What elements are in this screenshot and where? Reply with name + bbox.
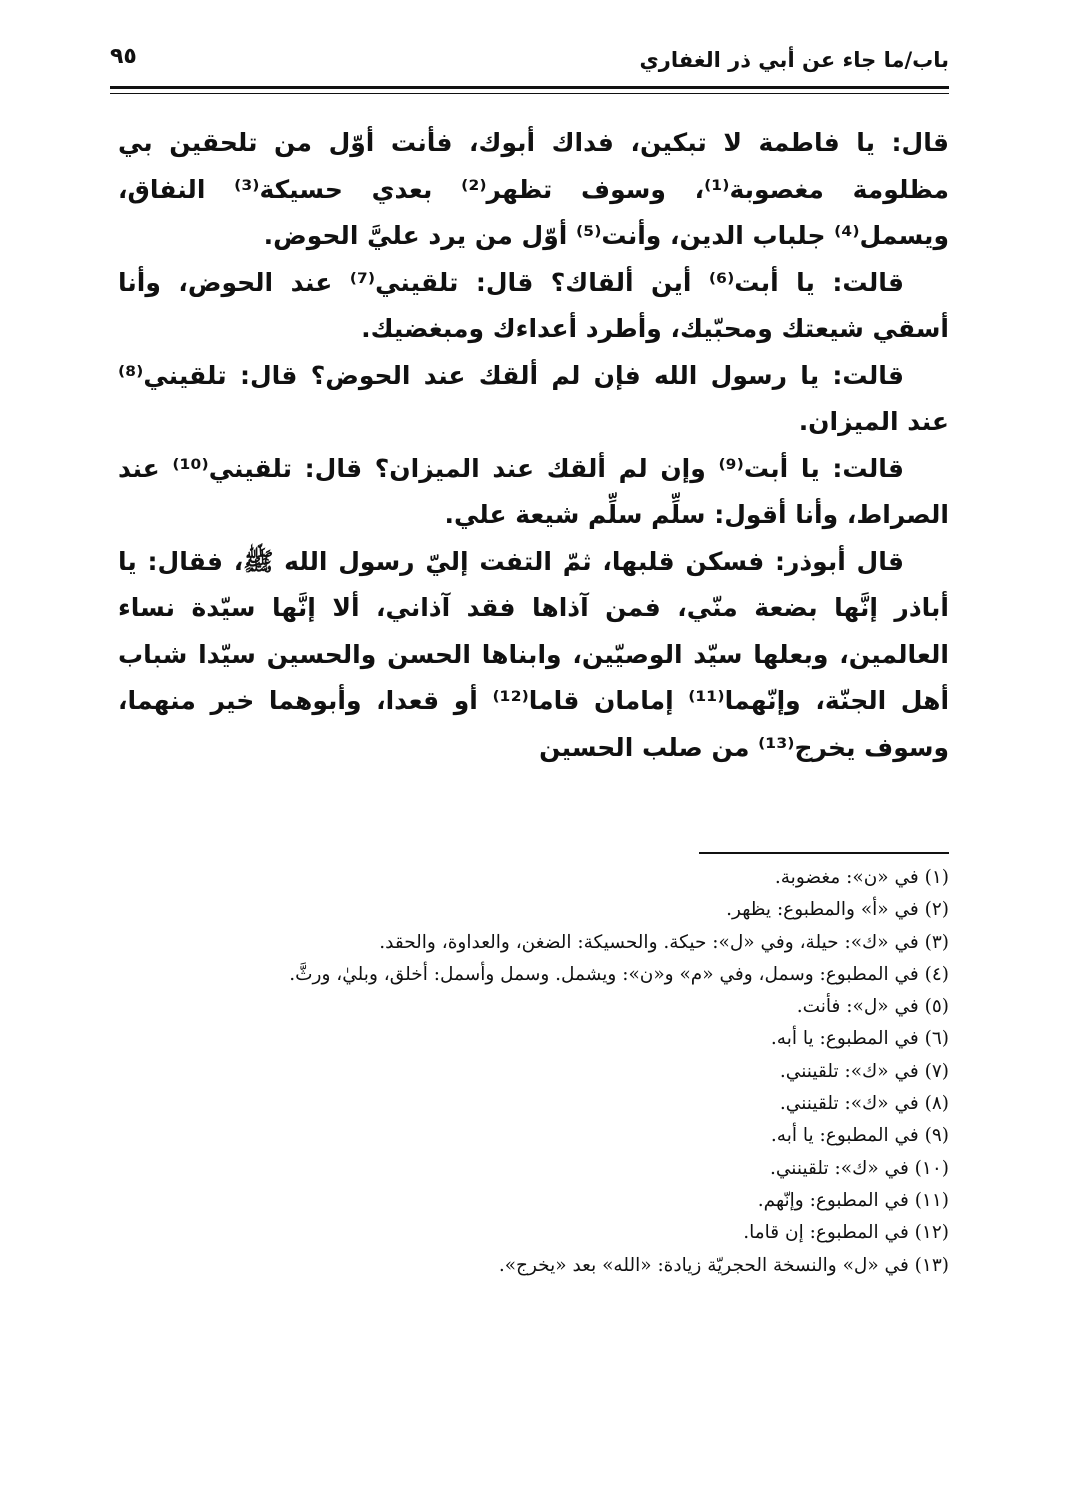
- footnote: (٢) في «أ» والمطبوع: يظهر.: [726, 899, 949, 921]
- running-title: باب/ما جاء عن أبي ذر الغفاري: [639, 48, 949, 72]
- footnote: (٦) في المطبوع: يا أبه.: [770, 1028, 949, 1050]
- header-rule-thin: [110, 93, 949, 94]
- footnote: (٧) في «ك»: تلقينني.: [779, 1060, 949, 1082]
- footnote: (١) في «ن»: مغضوبة.: [774, 867, 949, 888]
- footnotes: [118, 862, 949, 1282]
- footnote: (٤) في المطبوع: وسمل، وفي «م» و«ن»: ويشمل. وسمل وأسمل: أخلق، وبليٰ، ورثَّ.: [289, 963, 949, 985]
- footnote: (١٠) في «ك»: تلقينني.: [769, 1157, 949, 1179]
- page-header: [110, 38, 949, 86]
- footnote: (٣) في «ك»: حيلة، وفي «ل»: حيكة. والحسيكة: الضغن، والعداوة، والحقد.: [379, 931, 949, 953]
- paragraph: قال: يا فاطمة لا تبكين، فداك أبوك، فأنت أوّل من تلحقين بي مظلومة مغصوبة⁽¹⁾، وسوف تظهر⁽²⁾ بعدي حسيكة⁽³⁾ النفاق، ويسمل⁽⁴⁾ جلباب الدين، وأنت⁽⁵⁾ أوّل من يرد عليَّ الحوض.: [118, 128, 949, 250]
- footnote: (١٢) في المطبوع: إن قاما.: [743, 1222, 949, 1244]
- footnote: (٥) في «ل»: فأنت.: [796, 996, 949, 1018]
- footnote-separator: [699, 852, 949, 854]
- header-rule-thick: [110, 86, 949, 89]
- footnote: (٩) في المطبوع: يا أبه.: [770, 1125, 949, 1147]
- paragraph: قالت: يا رسول الله فإن لم ألقك عند الحوض؟ قال: تلقيني⁽⁸⁾ عند الميزان.: [118, 360, 949, 436]
- footnote: (١٣) في «ل» والنسخة الحجريّة زيادة: «الله» بعد «يخرج».: [498, 1254, 949, 1276]
- footnote: (٨) في «ك»: تلقينني.: [779, 1093, 949, 1115]
- main-text: [118, 120, 949, 771]
- paragraph: قال أبوذر: فسكن قلبها، ثمّ التفت إليّ رسول الله ﷺ، فقال: يا أباذر إنَّها بضعة منّي، فمن آذاها فقد آذاني، ألا إنَّها سيّدة نساء العالمين، وبعلها سيّد الوصيّين، وابناها الحسن والحسين سيّدا شباب أهل الجنّة، وإنّهما⁽¹¹⁾ إمامان قاما⁽¹²⁾ أو قعدا، وأبوهما خير منهما، وسوف يخرج⁽¹³⁾ من صلب الحسين: [118, 546, 950, 762]
- paragraph: قالت: يا أبت⁽⁶⁾ أين ألقاك؟ قال: تلقيني⁽⁷⁾ عند الحوض، وأنا أسقي شيعتك ومحبّيك، وأطرد أعداءك ومبغضيك.: [118, 267, 949, 343]
- paragraph: قالت: يا أبت⁽⁹⁾ وإن لم ألقك عند الميزان؟ قال: تلقيني⁽¹⁰⁾ عند الصراط، وأنا أقول: سلِّم سلِّم شيعة علي.: [118, 453, 949, 529]
- page-number: ٩٥: [110, 44, 137, 69]
- footnote: (١١) في المطبوع: وإنّهم.: [757, 1189, 949, 1211]
